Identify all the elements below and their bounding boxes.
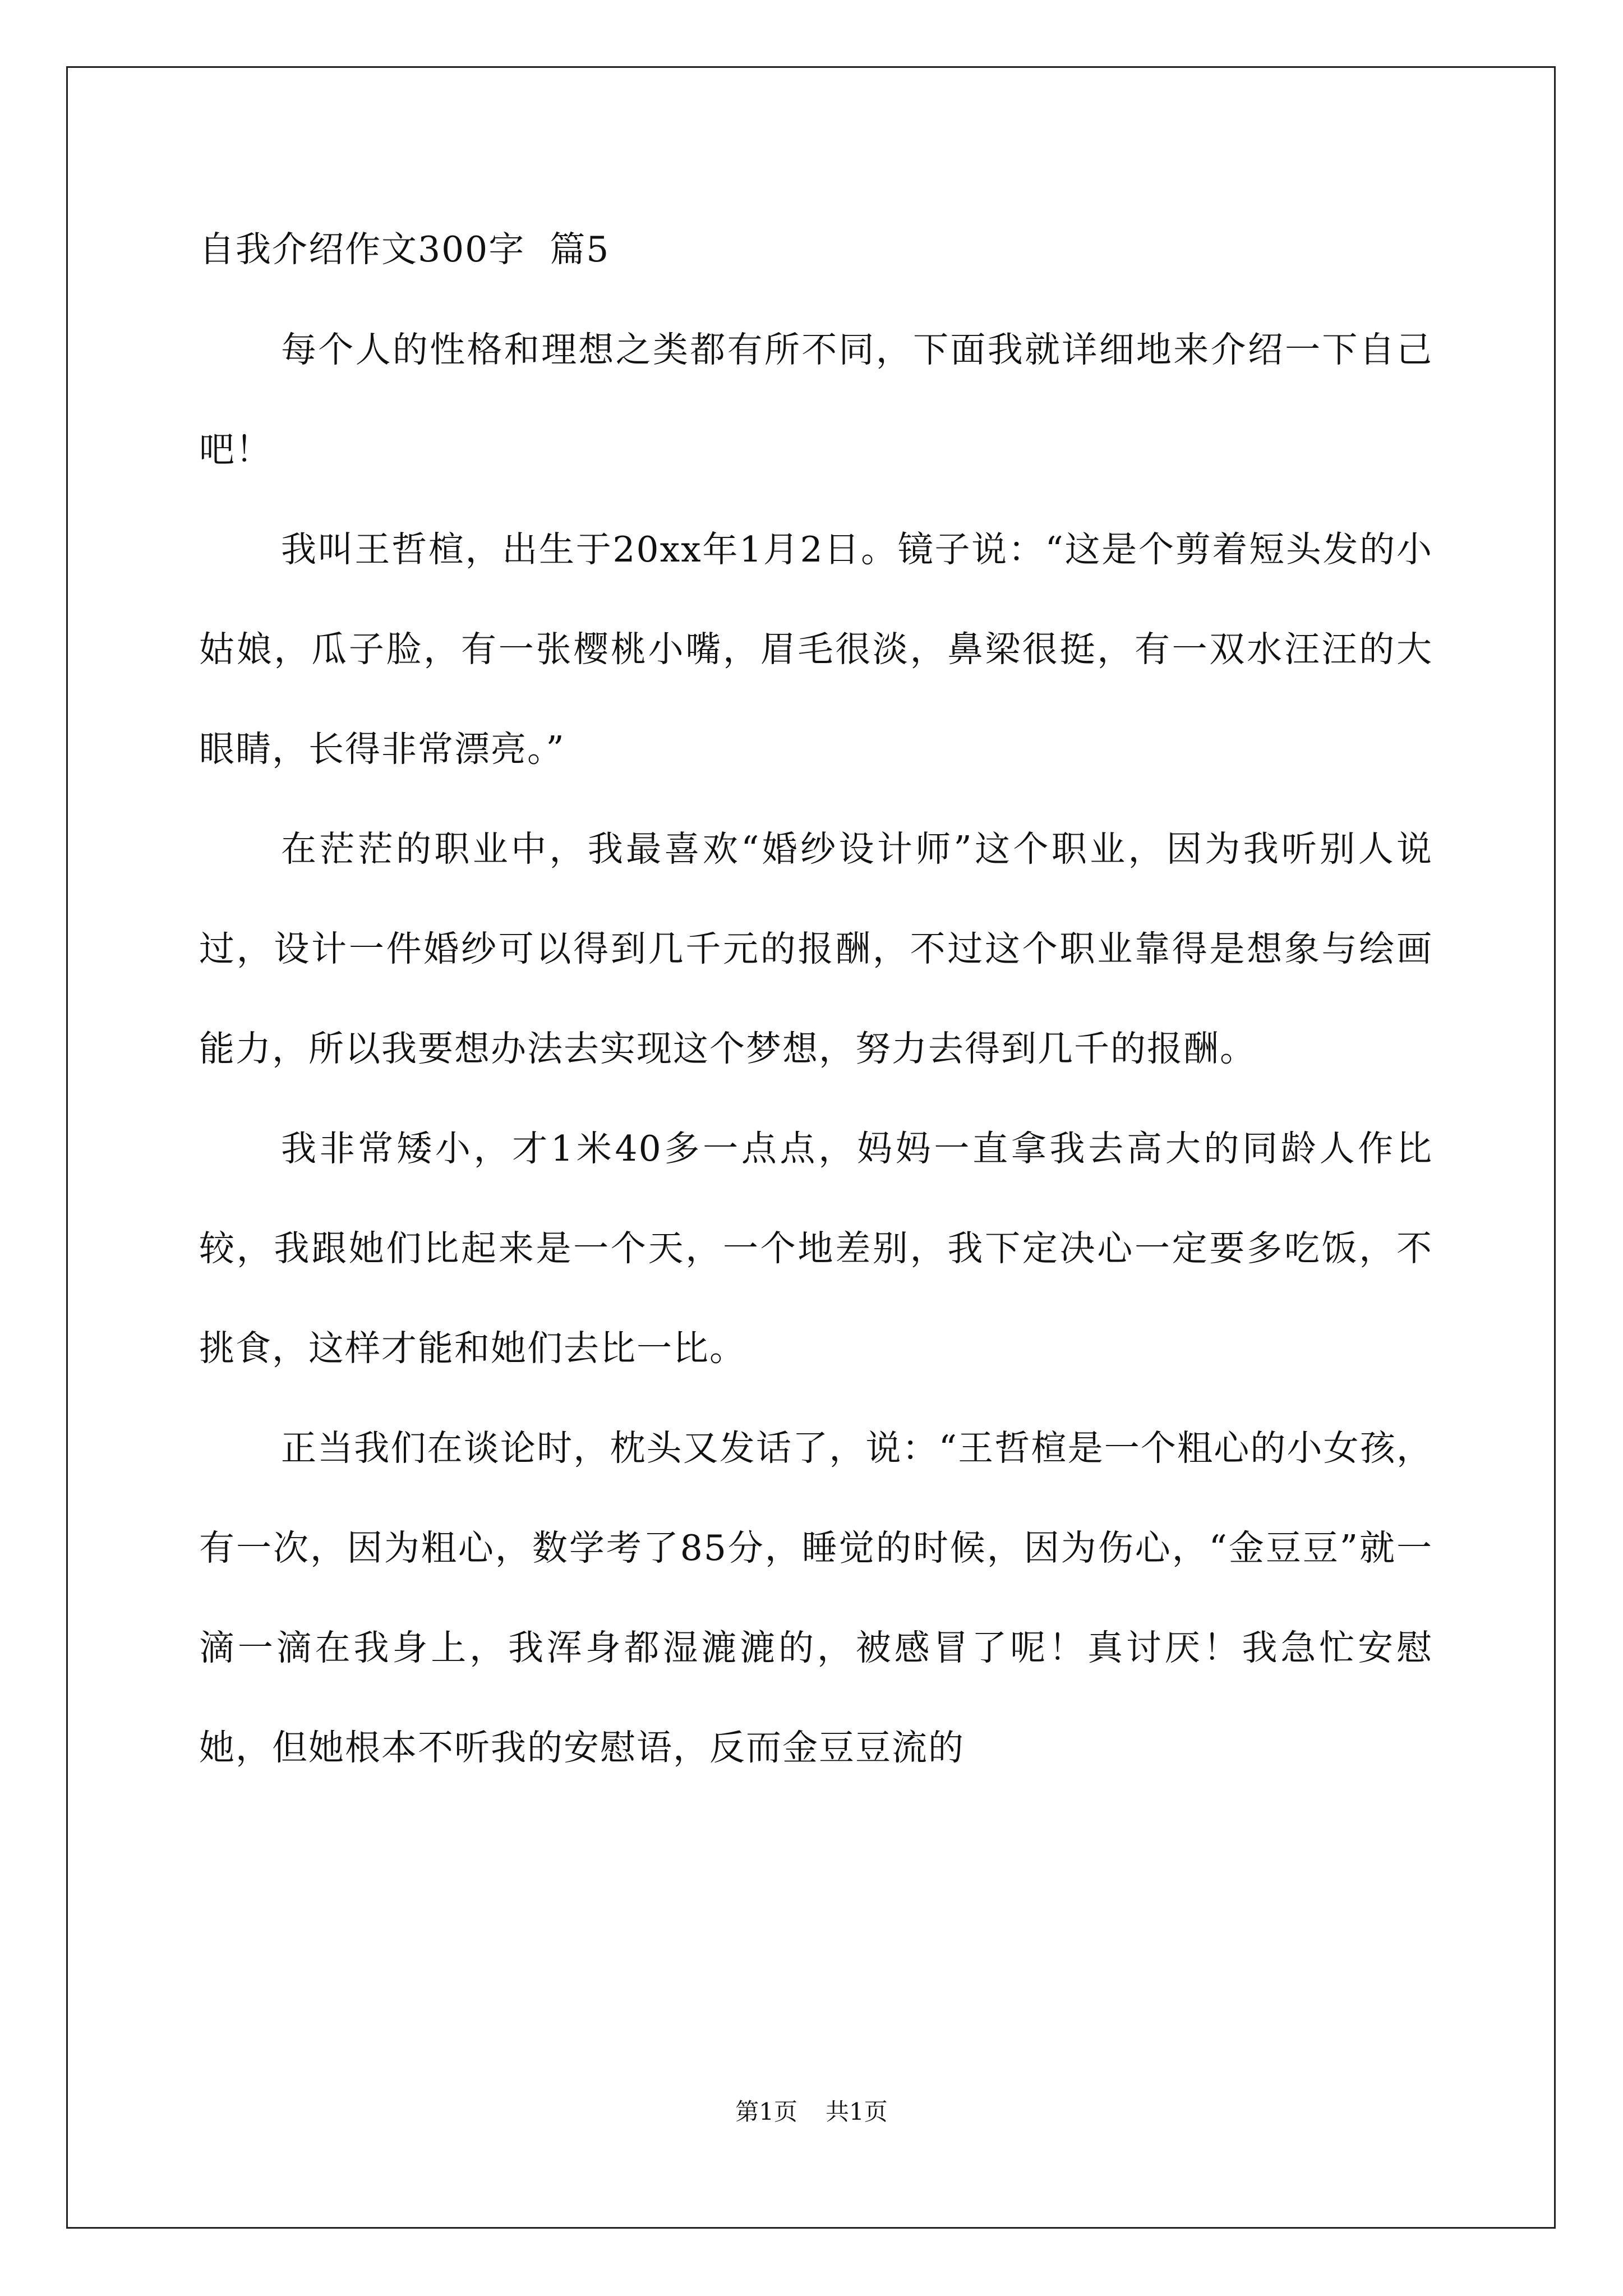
- page-number: 第1页: [735, 2098, 797, 2125]
- paragraph: 在茫茫的职业中，我最喜欢“婚纱设计师”这个职业，因为我听别人说过，设计一件婚纱可以得到几千元的报酬，不过这个职业靠得是想象与绘画能力，所以我要想办法去实现这个梦想，努力去得到几千的报酬。: [199, 829, 1433, 1069]
- document-title: [199, 199, 1433, 300]
- section-label: 篇5: [550, 229, 610, 270]
- document-body: [199, 199, 1433, 1798]
- paragraph: 正当我们在谈论时，枕头又发话了，说：“王哲楦是一个粗心的小女孩，有一次，因为粗心，数学考了85分，睡觉的时候，因为伤心，“金豆豆”就一滴一滴在我身上，我浑身都湿漉漉的，被感冒了呢！真讨厌！我急忙安慰她，但她根本不听我的安慰语，反而金豆豆流的: [199, 1428, 1433, 1768]
- title-text: 自我介绍作文300字: [199, 229, 525, 270]
- paragraph: 我叫王哲楦，出生于20xx年1月2日。镜子说：“这是个剪着短头发的小姑娘，瓜子脸，有一张樱桃小嘴，眉毛很淡，鼻梁很挺，有一双水汪汪的大眼睛，长得非常漂亮。”: [199, 529, 1433, 770]
- paragraph: 每个人的性格和理想之类都有所不同，下面我就详细地来介绍一下自己吧！: [199, 329, 1433, 470]
- page-footer: [0, 2095, 1623, 2129]
- page-total: 共1页: [826, 2098, 888, 2125]
- paragraph: 我非常矮小，才1米40多一点点，妈妈一直拿我去高大的同龄人作比较，我跟她们比起来是一个天，一个地差别，我下定决心一定要多吃饭，不挑食，这样才能和她们去比一比。: [199, 1128, 1433, 1369]
